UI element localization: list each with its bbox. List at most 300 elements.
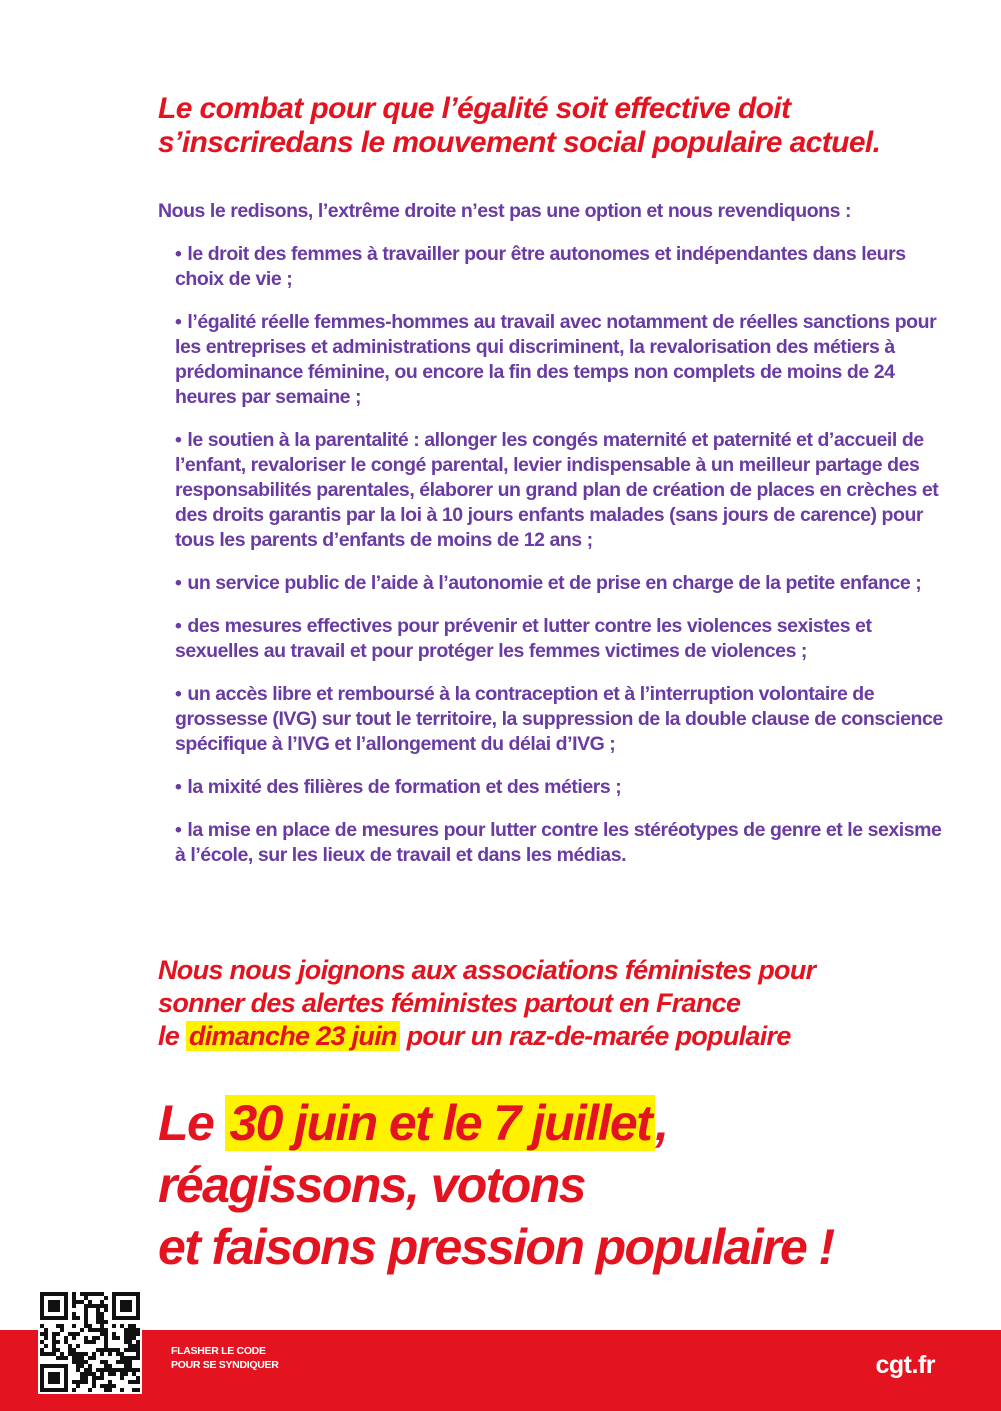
qr-module <box>52 1292 56 1296</box>
qr-module <box>100 1324 104 1328</box>
qr-module <box>96 1348 100 1352</box>
qr-module <box>60 1292 64 1296</box>
qr-module <box>112 1372 116 1376</box>
qr-module <box>100 1320 104 1324</box>
qr-module <box>112 1336 116 1340</box>
demand-text: la mixité des filières de formation et des métiers ; <box>187 776 622 798</box>
qr-module <box>96 1316 100 1320</box>
qr-module <box>80 1372 84 1376</box>
qr-module <box>100 1352 104 1356</box>
qr-module <box>60 1324 64 1328</box>
qr-module <box>48 1300 52 1304</box>
qr-module <box>48 1372 52 1376</box>
qr-module <box>116 1316 120 1320</box>
qr-module <box>104 1368 108 1372</box>
qr-module <box>104 1384 108 1388</box>
qr-module <box>128 1328 132 1332</box>
qr-module <box>112 1308 116 1312</box>
qr-module <box>96 1320 100 1324</box>
qr-module <box>104 1296 108 1300</box>
qr-module <box>120 1372 124 1376</box>
qr-module <box>104 1348 108 1352</box>
qr-module <box>112 1312 116 1316</box>
qr-module <box>124 1340 128 1344</box>
qr-module <box>120 1352 124 1356</box>
qr-module <box>44 1292 48 1296</box>
qr-module <box>88 1328 92 1332</box>
qr-module <box>128 1364 132 1368</box>
qr-module <box>48 1376 52 1380</box>
qr-module <box>136 1348 140 1352</box>
qr-module <box>76 1316 80 1320</box>
qr-module <box>48 1308 52 1312</box>
qr-module <box>88 1300 92 1304</box>
qr-module <box>80 1328 84 1332</box>
qr-module <box>96 1336 100 1340</box>
qr-module <box>84 1320 88 1324</box>
qr-module <box>96 1308 100 1312</box>
qr-module <box>84 1380 88 1384</box>
qr-module <box>40 1348 44 1352</box>
qr-module <box>128 1316 132 1320</box>
demand-text: le droit des femmes à travailler pour être autonomes et indépendantes dans leurs choix de vie ; <box>175 243 906 290</box>
qr-module <box>100 1316 104 1320</box>
qr-module <box>128 1368 132 1372</box>
qr-module <box>136 1332 140 1336</box>
qr-module <box>132 1328 136 1332</box>
call-line-3-prefix: le <box>158 1021 180 1051</box>
qr-module <box>52 1380 56 1384</box>
qr-module <box>112 1324 116 1328</box>
qr-module <box>44 1352 48 1356</box>
qr-module <box>104 1340 108 1344</box>
qr-module <box>128 1292 132 1296</box>
qr-module <box>60 1328 64 1332</box>
qr-module <box>128 1336 132 1340</box>
qr-module <box>48 1292 52 1296</box>
qr-module <box>136 1368 140 1372</box>
qr-module <box>84 1296 88 1300</box>
qr-module <box>40 1332 44 1336</box>
qr-module <box>132 1324 136 1328</box>
qr-module <box>104 1364 108 1368</box>
qr-module <box>88 1368 92 1372</box>
qr-module <box>108 1348 112 1352</box>
qr-module <box>80 1356 84 1360</box>
dates-highlight: 30 juin et le 7 juillet <box>225 1095 655 1151</box>
qr-module <box>56 1364 60 1368</box>
demand-text: des mesures effectives pour prévenir et lutter contre les violences sexistes et sexuelles au travail et pour protéger les femmes victimes de violences ; <box>175 615 872 662</box>
qr-module <box>64 1312 68 1316</box>
qr-module <box>60 1356 64 1360</box>
qr-module <box>48 1364 52 1368</box>
qr-module <box>52 1352 56 1356</box>
dates-suffix: , <box>655 1095 668 1151</box>
qr-module <box>44 1328 48 1332</box>
qr-module <box>128 1304 132 1308</box>
qr-module <box>96 1312 100 1316</box>
qr-module <box>52 1388 56 1392</box>
qr-module <box>120 1292 124 1296</box>
qr-module <box>84 1304 88 1308</box>
qr-module <box>52 1332 56 1336</box>
qr-module <box>40 1380 44 1384</box>
qr-module <box>56 1332 60 1336</box>
qr-module <box>124 1300 128 1304</box>
qr-module <box>56 1380 60 1384</box>
bullet-icon: • <box>175 429 182 451</box>
qr-module <box>84 1372 88 1376</box>
qr-module <box>112 1296 116 1300</box>
demand-text: un service public de l’aide à l’autonomie et de prise en charge de la petite enfance ; <box>187 572 922 594</box>
qr-module <box>116 1360 120 1364</box>
qr-module <box>128 1380 132 1384</box>
qr-module <box>112 1348 116 1352</box>
qr-module <box>100 1372 104 1376</box>
qr-module <box>136 1292 140 1296</box>
list-item <box>175 310 955 410</box>
qr-module <box>52 1364 56 1368</box>
footer-bar <box>0 1330 1001 1411</box>
qr-module <box>56 1340 60 1344</box>
bullet-icon: • <box>175 683 182 705</box>
qr-module <box>136 1340 140 1344</box>
qr-module <box>72 1304 76 1308</box>
qr-module <box>40 1352 44 1356</box>
qr-module <box>88 1388 92 1392</box>
qr-module <box>80 1360 84 1364</box>
qr-module <box>44 1332 48 1336</box>
qr-module <box>112 1304 116 1308</box>
qr-module <box>124 1356 128 1360</box>
bullet-icon: • <box>175 311 182 333</box>
qr-module <box>72 1388 76 1392</box>
dates-line-2: réagissons, votons <box>158 1157 585 1213</box>
list-item <box>175 242 955 292</box>
qr-module <box>128 1308 132 1312</box>
qr-module <box>104 1332 108 1336</box>
qr-module <box>136 1300 140 1304</box>
qr-module <box>76 1380 80 1384</box>
qr-module <box>128 1356 132 1360</box>
qr-module <box>76 1352 80 1356</box>
qr-module <box>100 1368 104 1372</box>
qr-module <box>120 1356 124 1360</box>
qr-module <box>112 1292 116 1296</box>
qr-module <box>92 1384 96 1388</box>
demands-list <box>175 242 955 886</box>
qr-module <box>64 1376 68 1380</box>
qr-module <box>84 1340 88 1344</box>
qr-module <box>48 1388 52 1392</box>
qr-module <box>56 1304 60 1308</box>
qr-module <box>124 1368 128 1372</box>
qr-module <box>104 1320 108 1324</box>
qr-module <box>56 1348 60 1352</box>
qr-module <box>84 1360 88 1364</box>
qr-module <box>128 1344 132 1348</box>
qr-module <box>108 1388 112 1392</box>
qr-module <box>52 1348 56 1352</box>
qr-module <box>136 1388 140 1392</box>
qr-module <box>64 1292 68 1296</box>
qr-module <box>88 1324 92 1328</box>
qr-module <box>120 1368 124 1372</box>
qr-module <box>88 1304 92 1308</box>
qr-module <box>100 1332 104 1336</box>
qr-code-icon[interactable] <box>38 1290 142 1394</box>
qr-module <box>80 1376 84 1380</box>
qr-module <box>56 1300 60 1304</box>
qr-module <box>100 1300 104 1304</box>
qr-module <box>120 1300 124 1304</box>
qr-module <box>136 1356 140 1360</box>
qr-module <box>116 1352 120 1356</box>
qr-module <box>84 1324 88 1328</box>
qr-module <box>120 1376 124 1380</box>
qr-module <box>80 1292 84 1296</box>
qr-module <box>120 1388 124 1392</box>
qr-module <box>40 1384 44 1388</box>
qr-module <box>124 1348 128 1352</box>
qr-module <box>76 1364 80 1368</box>
call-line-2: sonner des alertes féministes partout en France <box>158 988 741 1018</box>
qr-module <box>124 1336 128 1340</box>
qr-module <box>40 1312 44 1316</box>
qr-module <box>64 1388 68 1392</box>
qr-module <box>104 1388 108 1392</box>
qr-module <box>128 1340 132 1344</box>
qr-module <box>132 1316 136 1320</box>
list-item <box>175 428 955 553</box>
qr-module <box>100 1328 104 1332</box>
qr-module <box>128 1360 132 1364</box>
qr-module <box>92 1352 96 1356</box>
qr-module <box>124 1316 128 1320</box>
qr-module <box>68 1332 72 1336</box>
qr-module <box>100 1360 104 1364</box>
qr-module <box>92 1372 96 1376</box>
qr-module <box>132 1336 136 1340</box>
qr-module <box>132 1292 136 1296</box>
qr-module <box>48 1304 52 1308</box>
qr-module <box>60 1388 64 1392</box>
qr-module <box>132 1332 136 1336</box>
qr-module <box>136 1304 140 1308</box>
qr-module <box>80 1364 84 1368</box>
qr-module <box>72 1332 76 1336</box>
qr-instruction: FLASHER LE CODE POUR SE SYNDIQUER <box>171 1345 279 1371</box>
qr-module <box>112 1384 116 1388</box>
qr-module <box>104 1308 108 1312</box>
qr-module <box>64 1336 68 1340</box>
dates-line-3: et faisons pression populaire ! <box>158 1219 834 1275</box>
qr-module <box>84 1292 88 1296</box>
qr-module <box>132 1348 136 1352</box>
qr-module <box>64 1368 68 1372</box>
qr-module <box>92 1336 96 1340</box>
qr-module <box>108 1368 112 1372</box>
list-item <box>175 818 955 868</box>
qr-module <box>124 1308 128 1312</box>
qr-module <box>40 1376 44 1380</box>
qr-module <box>40 1304 44 1308</box>
qr-module <box>72 1380 76 1384</box>
qr-module <box>128 1324 132 1328</box>
qr-module <box>64 1300 68 1304</box>
qr-module <box>96 1368 100 1372</box>
qr-module <box>88 1372 92 1376</box>
qr-module <box>52 1304 56 1308</box>
qr-module <box>64 1364 68 1368</box>
qr-module <box>52 1376 56 1380</box>
qr-module <box>72 1312 76 1316</box>
qr-module <box>52 1308 56 1312</box>
qr-module <box>76 1300 80 1304</box>
list-item <box>175 614 955 664</box>
call-line-3-suffix: pour un raz-de-marée populaire <box>406 1021 791 1051</box>
bullet-icon: • <box>175 572 182 594</box>
qr-module <box>112 1332 116 1336</box>
qr-module <box>76 1368 80 1372</box>
headline: Le combat pour que l’égalité soit effective doit s’inscriredans le mouvement social populaire actuel. <box>158 92 881 159</box>
qr-module <box>48 1380 52 1384</box>
bullet-icon: • <box>175 615 182 637</box>
qr-module <box>76 1360 80 1364</box>
qr-module <box>64 1308 68 1312</box>
list-item <box>175 571 955 596</box>
qr-module <box>40 1316 44 1320</box>
qr-module <box>96 1328 100 1332</box>
qr-module <box>100 1348 104 1352</box>
qr-code-graphic <box>38 1290 142 1394</box>
qr-module <box>64 1296 68 1300</box>
qr-module <box>136 1312 140 1316</box>
qr-module <box>72 1336 76 1340</box>
qr-module <box>100 1376 104 1380</box>
vote-dates-headline <box>158 1092 958 1278</box>
qr-module <box>136 1296 140 1300</box>
list-item <box>175 682 955 757</box>
qr-module <box>40 1372 44 1376</box>
qr-module <box>92 1376 96 1380</box>
qr-module <box>76 1384 80 1388</box>
qr-module <box>116 1348 120 1352</box>
qr-module <box>68 1348 72 1352</box>
qr-module <box>104 1336 108 1340</box>
qr-module <box>136 1352 140 1356</box>
qr-module <box>72 1348 76 1352</box>
qr-module <box>52 1372 56 1376</box>
qr-module <box>72 1292 76 1296</box>
qr-module <box>92 1292 96 1296</box>
qr-module <box>80 1300 84 1304</box>
qr-module <box>120 1308 124 1312</box>
intro-text: Nous le redisons, l’extrême droite n’est pas une option et nous revendiquons : <box>158 200 852 222</box>
qr-module <box>108 1384 112 1388</box>
qr-module <box>104 1304 108 1308</box>
bullet-icon: • <box>175 776 182 798</box>
qr-module <box>136 1316 140 1320</box>
qr-module <box>60 1364 64 1368</box>
qr-module <box>88 1292 92 1296</box>
qr-module <box>104 1344 108 1348</box>
qr-module <box>132 1388 136 1392</box>
qr-module <box>40 1340 44 1344</box>
qr-module <box>100 1384 104 1388</box>
qr-module <box>108 1352 112 1356</box>
qr-module <box>104 1360 108 1364</box>
qr-module <box>92 1380 96 1384</box>
qr-module <box>64 1304 68 1308</box>
dates-prefix: Le <box>158 1095 214 1151</box>
qr-module <box>136 1380 140 1384</box>
qr-module <box>56 1324 60 1328</box>
bullet-icon: • <box>175 243 182 265</box>
qr-module <box>44 1388 48 1392</box>
qr-module <box>56 1308 60 1312</box>
qr-module <box>76 1332 80 1336</box>
qr-module <box>40 1364 44 1368</box>
qr-module <box>72 1324 76 1328</box>
call-line-1: Nous nous joignons aux associations féministes pour <box>158 955 816 985</box>
qr-module <box>72 1296 76 1300</box>
qr-module <box>84 1336 88 1340</box>
qr-module <box>100 1304 104 1308</box>
demand-text: la mise en place de mesures pour lutter contre les stéréotypes de genre et le sexisme à l’école, sur les lieux de travail et dans les médias. <box>175 819 942 866</box>
qr-module <box>52 1316 56 1320</box>
qr-module <box>48 1352 52 1356</box>
qr-module <box>52 1300 56 1304</box>
qr-module <box>108 1380 112 1384</box>
qr-module <box>88 1340 92 1344</box>
qr-module <box>100 1312 104 1316</box>
qr-module <box>64 1380 68 1384</box>
qr-module <box>132 1372 136 1376</box>
qr-module <box>72 1356 76 1360</box>
qr-module <box>120 1316 124 1320</box>
qr-module <box>136 1328 140 1332</box>
call-date-highlight: dimanche 23 juin <box>186 1021 400 1051</box>
qr-module <box>84 1316 88 1320</box>
qr-module <box>124 1328 128 1332</box>
qr-module <box>56 1316 60 1320</box>
qr-module <box>76 1356 80 1360</box>
website-link[interactable]: cgt.fr <box>875 1351 935 1379</box>
qr-module <box>120 1324 124 1328</box>
qr-module <box>88 1364 92 1368</box>
qr-module <box>64 1372 68 1376</box>
qr-module <box>116 1336 120 1340</box>
qr-module <box>40 1296 44 1300</box>
qr-module <box>56 1388 60 1392</box>
qr-module <box>84 1376 88 1380</box>
qr-module <box>44 1336 48 1340</box>
qr-module <box>68 1344 72 1348</box>
qr-module <box>72 1316 76 1320</box>
qr-module <box>56 1356 60 1360</box>
qr-module <box>132 1344 136 1348</box>
qr-module <box>56 1376 60 1380</box>
qr-module <box>64 1340 68 1344</box>
qr-module <box>112 1316 116 1320</box>
qr-module <box>92 1340 96 1344</box>
qr-module <box>124 1292 128 1296</box>
qr-module <box>128 1332 132 1336</box>
qr-module <box>108 1372 112 1376</box>
qr-module <box>64 1316 68 1320</box>
qr-module <box>88 1356 92 1360</box>
